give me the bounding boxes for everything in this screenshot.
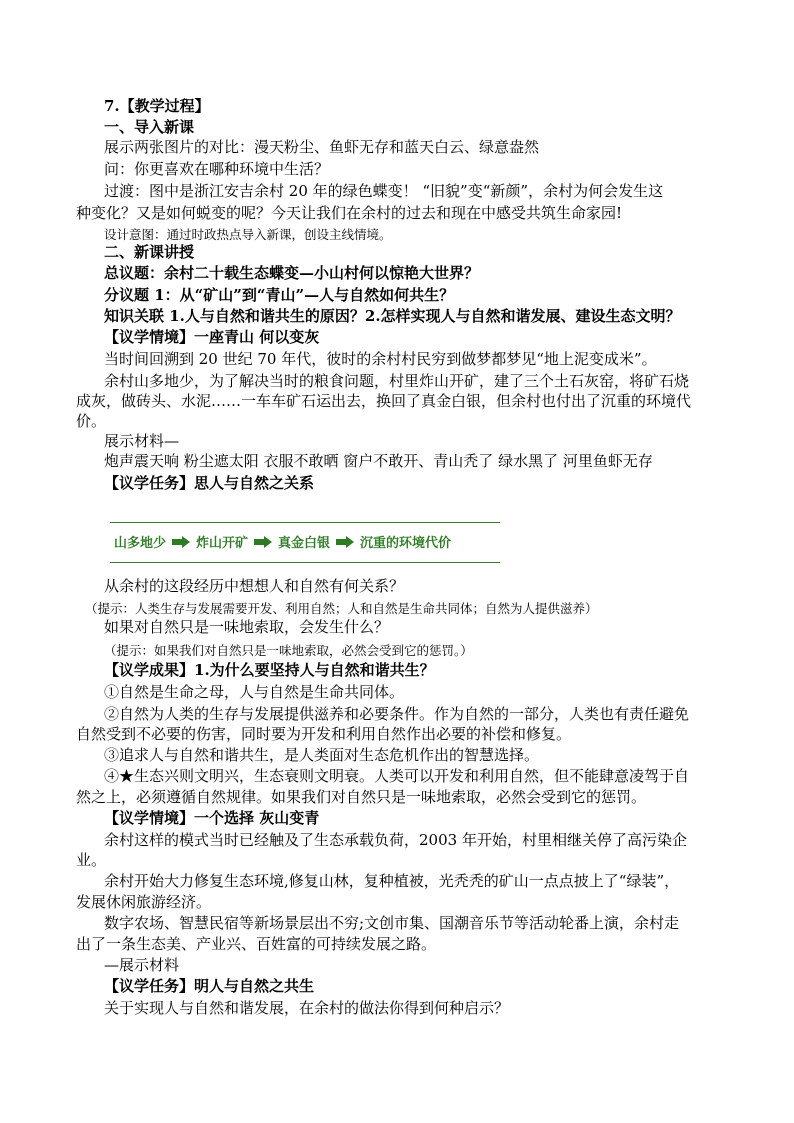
arrow-right-icon	[254, 536, 272, 548]
paragraph-line: 过渡：图中是浙江安吉余村 20 年的绿色蝶变！ “旧貌”变“新颜”，余村为何会发生这	[104, 182, 664, 200]
scenario-heading: 【议学情境】一个选择 灰山变青	[104, 809, 320, 827]
paragraph-line: ③追求人与自然和谐共生，是人类面对生态危机作出的智慧选择。	[104, 746, 540, 764]
paragraph-line: 展示两张图片的对比：漫天粉尘、鱼虾无存和蓝天白云、绿意盎然	[104, 138, 540, 156]
main-topic: 总议题：余村二十载生态蝶变—小山村何以惊艳大世界？	[104, 264, 480, 282]
paragraph-line: 当时间回溯到 20 世纪 70 年代，彼时的余村村民穷到做梦都梦见“地上泥变成米”。	[104, 350, 657, 368]
scenario-heading: 【议学情境】一座青山 何以变灰	[104, 328, 320, 346]
paragraph-line: ①自然是生命之母，人与自然是生命共同体。	[104, 683, 405, 701]
paragraph-line: —展示材料	[104, 956, 180, 974]
flow-step: 炸山开矿	[196, 536, 249, 551]
paragraph-line: 问：你更喜欢在哪种环境中生活？	[104, 160, 330, 178]
paragraph-line: 业。	[76, 851, 107, 869]
hint-text: （提示：人类生存与发展需要开发、利用自然；人和自然是生命共同体；自然为人提供滋养）	[85, 601, 598, 616]
flow-step: 沉重的环境代价	[360, 536, 452, 551]
outcome-heading: 【议学成果】1.为什么要坚持人与自然和谐共生？	[104, 661, 435, 679]
heading-intro: 一、导入新课	[104, 118, 195, 136]
sub-topic-1: 分议题 1：从“矿山”到“青山”—人与自然如何共生？	[104, 286, 455, 304]
paragraph-line: 价。	[76, 412, 107, 430]
flow-step: 山多地少	[114, 536, 167, 551]
paragraph-line: 数字农场、智慧民宿等新场景层出不穷;文创市集、国潮音乐节等活动轮番上演，余村走	[104, 914, 680, 932]
knowledge-link: 知识关联 1.人与自然和谐共生的原因？2.怎样实现人与自然和谐发展、建设生态文明？	[104, 307, 681, 325]
arrow-right-icon	[336, 536, 354, 548]
section-title: 7.【教学过程】	[104, 97, 210, 115]
paragraph-line: 展示材料—	[104, 432, 180, 450]
paragraph-line: 出了一条生态美、产业兴、百姓富的可持续发展之路。	[76, 935, 437, 953]
paragraph-line: 余村开始大力修复生态环境,修复山林，复种植被，光秃秃的矿山一点点披上了“绿装”，	[104, 872, 680, 890]
paragraph-line: 关于实现人与自然和谐发展，在余村的做法你得到何种启示？	[104, 999, 510, 1017]
task-heading: 【议学任务】思人与自然之关系	[104, 474, 315, 492]
paragraph-line: 自然受到不必要的伤害，同时要为开发和利用自然作出必要的补偿和修复。	[76, 725, 572, 743]
flow-diagram	[110, 518, 500, 566]
flow-bottom-rule	[110, 562, 500, 563]
arrow-right-icon	[172, 536, 190, 548]
paragraph-line: 发展休闲旅游经济。	[76, 893, 212, 911]
heading-new-lesson: 二、新课讲授	[104, 243, 195, 261]
paragraph-line: 炮声震天响 粉尘遮太阳 衣服不敢晒 窗户不敢开、青山秃了 绿水黑了 河里鱼虾无存	[104, 452, 653, 470]
paragraph-line: 从余村的这段经历中想想人和自然有何关系？	[104, 577, 405, 595]
hint-text: （提示：如果我们对自然只是一味地索取，必然会受到它的惩罚。）	[104, 643, 473, 658]
paragraph-line: 然之上，必须遵循自然规律。如果我们对自然只是一味地索取，必然会受到它的惩罚。	[76, 788, 647, 806]
paragraph-line: 种变化？又是如何蜕变的呢？今天让我们在余村的过去和现在中感受共筑生命家园!	[76, 204, 623, 222]
flow-steps	[114, 532, 451, 551]
design-intent: 设计意图：通过时政热点导入新课，创设主线情境。	[104, 227, 392, 242]
flow-top-rule	[110, 522, 500, 523]
paragraph-line: 余村山多地少，为了解决当时的粮食问题，村里炸山开矿，建了三个土石灰窑，将矿石烧	[104, 372, 690, 390]
paragraph-line: 如果对自然只是一味地索取，会发生什么？	[104, 618, 390, 636]
task-heading: 【议学任务】明人与自然之共生	[104, 977, 315, 995]
paragraph-line: ②自然为人类的生存与发展提供滋养和必要条件。作为自然的一部分，人类也有责任避免	[104, 705, 690, 723]
flow-step: 真金白银	[278, 536, 331, 551]
paragraph-line: 余村这样的模式当时已经触及了生态承载负荷，2003 年开始，村里相继关停了高污染企	[104, 831, 687, 849]
paragraph-line: 成灰，做砖头、水泥……一车车矿石运出去，换回了真金白银，但余村也付出了沉重的环境代	[76, 392, 692, 410]
paragraph-line: ④★生态兴则文明兴，生态衰则文明衰。人类可以开发和利用自然，但不能肆意凌驾于自	[104, 767, 690, 785]
